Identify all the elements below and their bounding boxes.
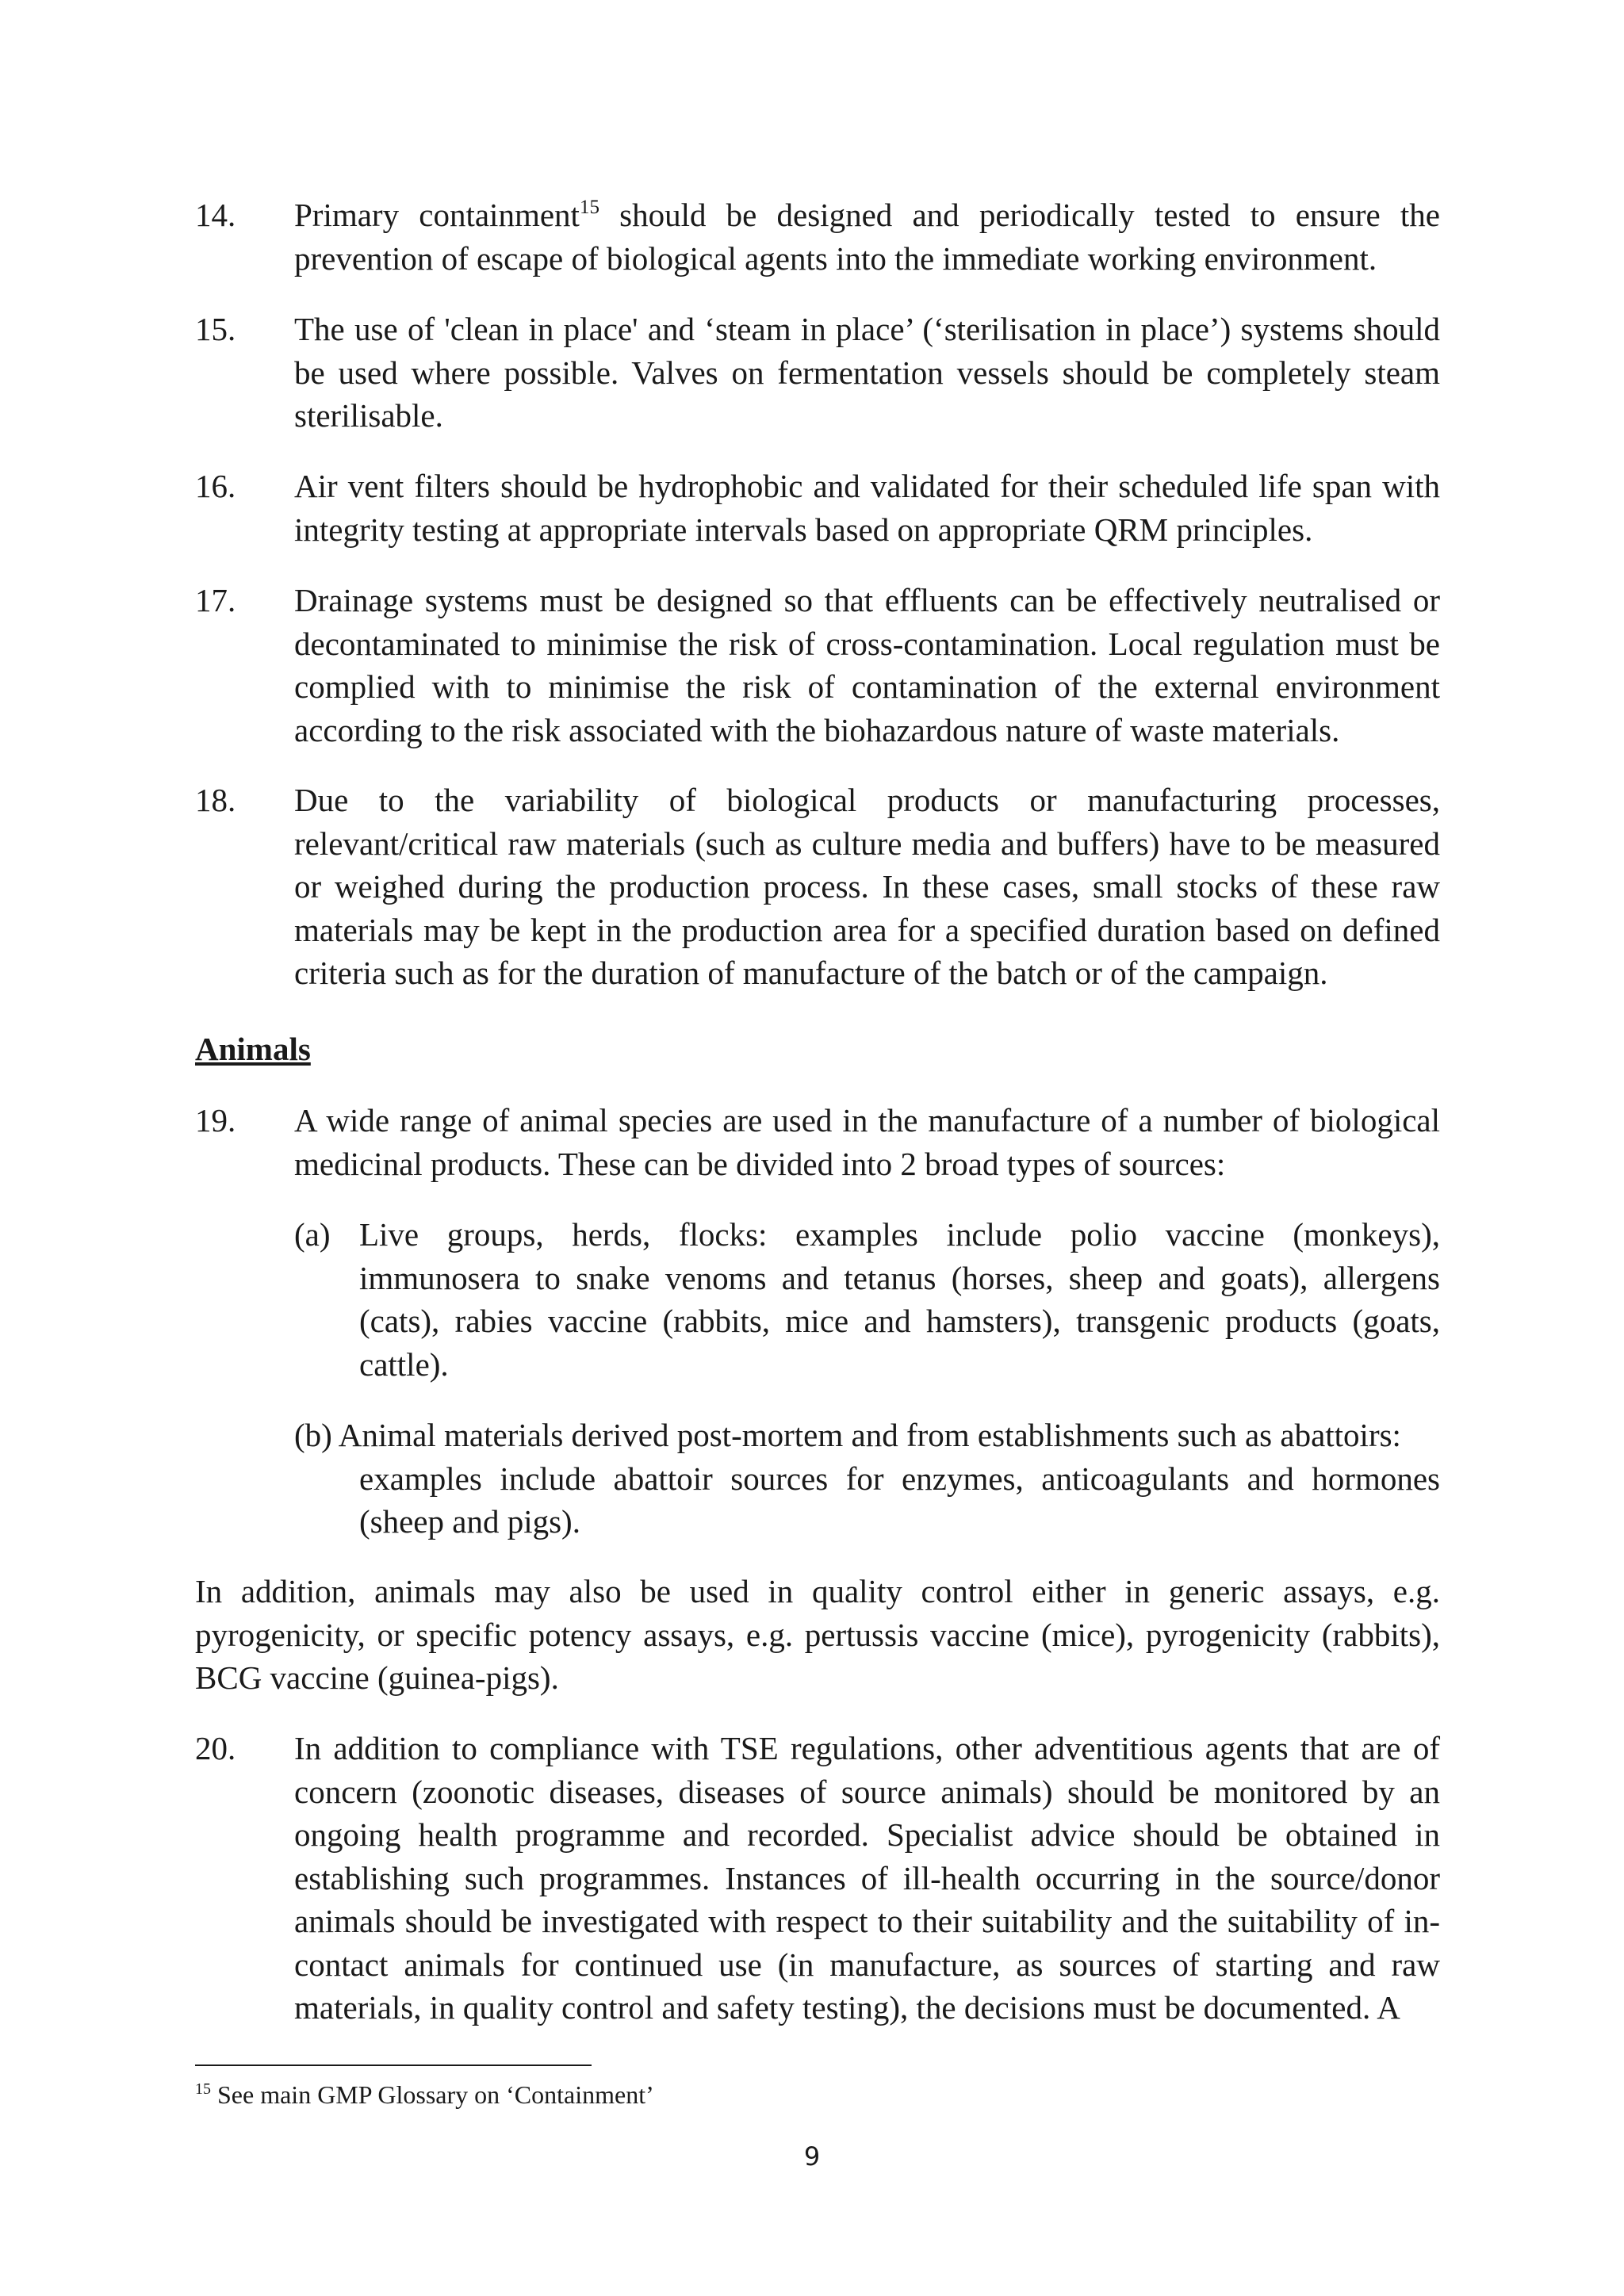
footnote-separator — [195, 2064, 592, 2066]
paragraph-text: In addition to compliance with TSE regulations, other adventitious agents that are of concern (zoonotic diseases, diseases of source animals) should be monitored by an ongoing health programme and recorded. Specialist advice should be obtained in establishing such programmes. Instances of ill-health occurring in the source/donor animals should be investigated with respect to their suitability and the suitability of in-contact animals for continued use (in manufacture, as sources of starting and raw materials, in quality control and safety testing), the decisions must be documented. A — [294, 1730, 1440, 2026]
paragraph-text-part: Primary containment — [294, 197, 580, 233]
paragraph-text: The use of 'clean in place' and ‘steam in place’ (‘sterilisation in place’) systems should be used where possible. Valves on fermentation vessels should be completely steam sterilisable. — [294, 311, 1440, 434]
footnote-reference[interactable]: 15 — [579, 197, 599, 218]
paragraph-19 — [195, 1099, 1440, 1185]
paragraph-text-part: should be designed and periodically tested to ensure the prevention of escape of biological agents into the immediate working environment. — [294, 197, 1440, 277]
paragraph-text: A wide range of animal species are used in the manufacture of a number of biological medicinal products. These can be divided into 2 broad types of sources: — [294, 1102, 1440, 1182]
paragraph-number: 16. — [195, 468, 236, 504]
page-number: 9 — [803, 2141, 821, 2172]
paragraph-number: 20. — [195, 1730, 236, 1766]
paragraph-text: Due to the variability of biological products or manufacturing processes, relevant/critical raw materials (such as culture media and buffers) have to be measured or weighed during the production process. In these cases, small stocks of these raw materials may be kept in the production area for a specified duration based on defined criteria such as for the duration of manufacture of the batch or of the campaign. — [294, 782, 1440, 991]
sub-item-label: (a) — [294, 1216, 331, 1253]
paragraph-number: 18. — [195, 782, 236, 818]
paragraph-17 — [195, 579, 1440, 752]
paragraph-15 — [195, 308, 1440, 438]
paragraph-text: Air vent filters should be hydrophobic and validated for their scheduled life span with integrity testing at appropriate intervals based on appropriate QRM principles. — [294, 468, 1440, 548]
paragraph-number: 17. — [195, 582, 236, 618]
paragraph-16 — [195, 465, 1440, 551]
paragraph-number: 15. — [195, 311, 236, 347]
paragraph-in-addition: In addition, animals may also be used in quality control either in generic assays, e.g. pyrogenicity, or specific potency assays, e.g. pertussis vaccine (mice), pyrogenicity (rabbits), BCG vaccine (guinea-pigs). — [195, 1573, 1440, 1696]
paragraph-text — [294, 193, 1440, 280]
sub-item-a — [294, 1213, 1440, 1386]
sub-item-text: Live groups, herds, flocks: examples include polio vaccine (monkeys), immunosera to snake venoms and tetanus (horses, sheep and goats), allergens (cats), rabies vaccine (rabbits, mice and hamsters), transgenic products (goats, cattle). — [359, 1216, 1440, 1383]
paragraph-14 — [195, 193, 1440, 280]
sub-item-text: examples include abattoir sources for enzymes, anticoagulants and hormones (sheep and pigs). — [359, 1460, 1440, 1540]
paragraph-18 — [195, 779, 1440, 995]
sub-item-first-line: (b) Animal materials derived post-mortem and from establishments such as abattoirs: — [294, 1417, 1401, 1453]
paragraph-20 — [195, 1727, 1440, 2030]
section-heading-animals: Animals — [195, 1031, 311, 1067]
paragraph-text: Drainage systems must be designed so that effluents can be effectively neutralised or decontaminated to minimise the risk of cross-contamination. Local regulation must be complied with to minimise the risk of contamination of the external environment according to the risk associated with the biohazardous nature of waste materials. — [294, 582, 1440, 748]
sub-item-b — [294, 1414, 1440, 1544]
footnote-text: See main GMP Glossary on ‘Containment’ — [211, 2080, 654, 2109]
footnote-marker: 15 — [195, 2080, 211, 2098]
footnote-15 — [195, 2079, 654, 2110]
paragraph-number: 14. — [195, 197, 236, 233]
paragraph-number: 19. — [195, 1102, 236, 1138]
